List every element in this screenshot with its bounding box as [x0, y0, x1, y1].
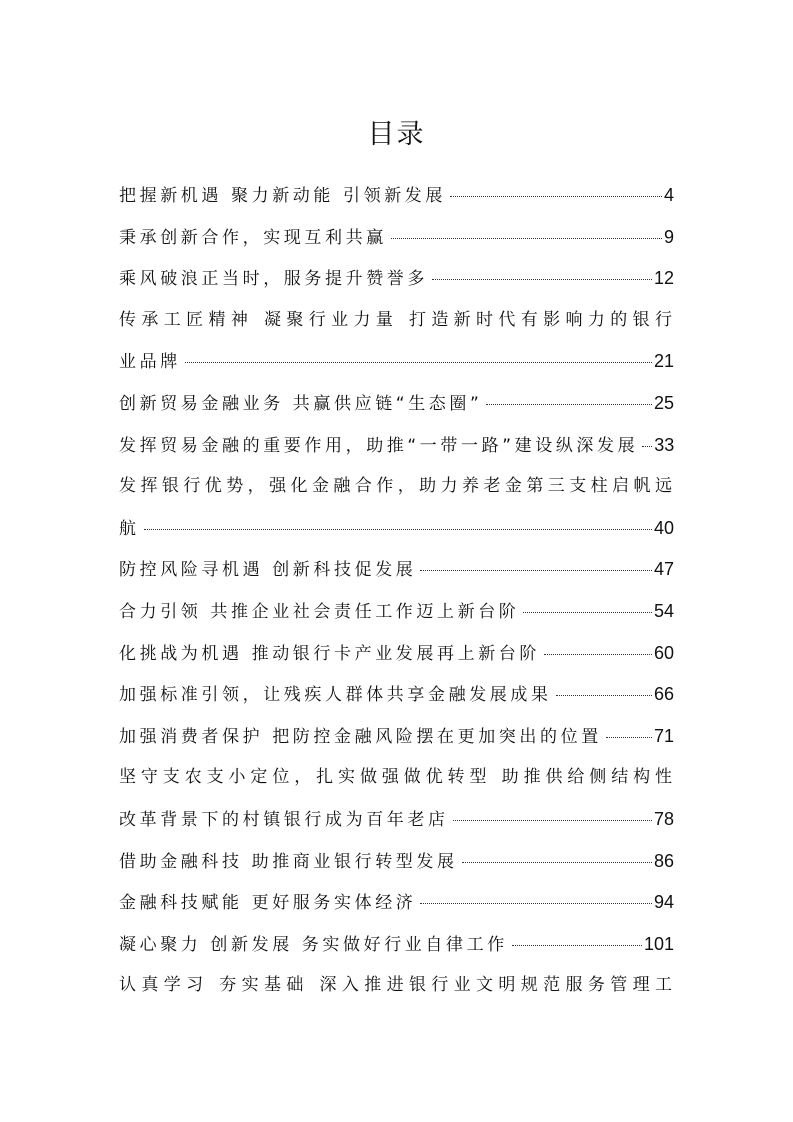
toc-entry-title: 业品牌: [119, 352, 181, 373]
toc-entry[interactable]: [119, 638, 674, 680]
dot-leader: [453, 820, 652, 821]
toc-entry-title: 秉承创新合作，实现互利共赢: [119, 227, 387, 248]
toc-entry[interactable]: [119, 180, 674, 222]
toc-entry-title: 凝心聚力 创新发展 务实做好行业自律工作: [119, 934, 508, 955]
toc-page-number: 101: [643, 933, 674, 954]
toc-page-number: 12: [653, 268, 674, 289]
toc-entry[interactable]: [119, 721, 674, 763]
dot-leader: [642, 446, 652, 447]
toc-entry[interactable]: [119, 513, 674, 555]
toc-entry[interactable]: [119, 222, 674, 264]
toc-entry-title: 认真学习 夯实基础 深入推进银行业文明规范服务管理工: [119, 975, 674, 996]
toc-entry[interactable]: [119, 430, 674, 472]
dot-leader: [462, 862, 652, 863]
toc-page-number: 60: [653, 642, 674, 663]
toc-entry[interactable]: [119, 970, 674, 1012]
toc-page-number: 54: [653, 600, 674, 621]
toc-page-number: 9: [663, 226, 674, 247]
toc-entry-title: 加强标准引领，让残疾人群体共享金融发展成果: [119, 685, 552, 706]
toc-entry-title: 发挥银行优势，强化金融合作，助力养老金第三支柱启帆远: [119, 476, 674, 497]
dot-leader: [144, 529, 652, 530]
toc-entry[interactable]: [119, 679, 674, 721]
toc-entry-title: 发挥贸易金融的重要作用，助推“一带一路”建设纵深发展: [119, 435, 639, 456]
toc-entry-title: 坚守支农支小定位，扎实做强做优转型 助推供给侧结构性: [119, 767, 674, 788]
dot-leader: [185, 362, 652, 363]
toc-entry-title: 传承工匠精神 凝聚行业力量 打造新时代有影响力的银行: [119, 309, 674, 330]
dot-leader: [523, 612, 652, 613]
toc-entry[interactable]: [119, 263, 674, 305]
toc-entry-title: 创新贸易金融业务 共赢供应链“生态圈”: [119, 393, 483, 414]
toc-entry-title: 防控风险寻机遇 创新科技促发展: [119, 560, 417, 581]
toc-entry-title: 把握新机遇 聚力新动能 引领新发展: [119, 186, 447, 206]
toc-page-number: 94: [653, 892, 674, 913]
toc-page-number: 4: [663, 185, 674, 205]
toc-entry-title: 改革背景下的村镇银行成为百年老店: [119, 809, 449, 830]
dot-leader: [450, 196, 662, 197]
dot-leader: [556, 695, 652, 696]
toc-entry-title: 借助金融科技 助推商业银行转型发展: [119, 851, 458, 872]
dot-leader: [486, 404, 652, 405]
dot-leader: [512, 945, 642, 946]
toc-page-number: 33: [654, 434, 675, 455]
dot-leader: [391, 238, 662, 239]
toc-page-number: 21: [653, 351, 674, 372]
toc-entry[interactable]: [119, 596, 674, 638]
dot-leader: [432, 279, 652, 280]
toc-page-number: 78: [653, 808, 674, 829]
toc-entry[interactable]: [119, 346, 674, 388]
toc-page-number: 40: [653, 517, 674, 538]
toc-entry-title: 化挑战为机遇 推动银行卡产业发展再上新台阶: [119, 643, 541, 664]
toc-entry[interactable]: [119, 305, 674, 347]
toc-entry[interactable]: [119, 762, 674, 804]
toc-entry[interactable]: [119, 804, 674, 846]
page-title: 目录: [367, 119, 426, 150]
dot-leader: [420, 903, 652, 904]
toc-entry-title: 合力引领 共推企业社会责任工作迈上新台阶: [119, 601, 520, 622]
toc-entry[interactable]: [119, 846, 674, 888]
toc-entry[interactable]: [119, 388, 674, 430]
toc-page-number: 47: [653, 559, 674, 580]
toc-entry[interactable]: [119, 554, 674, 596]
dot-leader: [544, 654, 652, 655]
dot-leader: [606, 737, 652, 738]
toc-entry-title: 加强消费者保护 把防控金融风险摆在更加突出的位置: [119, 726, 602, 747]
table-of-contents: [119, 180, 674, 1012]
toc-page-number: 71: [653, 725, 674, 746]
toc-page-number: 66: [653, 684, 674, 705]
toc-entry-title: 金融科技赋能 更好服务实体经济: [119, 893, 417, 914]
toc-entry-title: 乘风破浪正当时，服务提升赞誉多: [119, 269, 428, 290]
dot-leader: [420, 570, 652, 571]
toc-entry[interactable]: [119, 471, 674, 513]
toc-page-number: 25: [653, 392, 674, 413]
toc-page-number: 86: [653, 850, 674, 871]
toc-entry[interactable]: [119, 887, 674, 929]
toc-entry[interactable]: [119, 929, 674, 971]
toc-entry-title: 航: [119, 518, 140, 539]
